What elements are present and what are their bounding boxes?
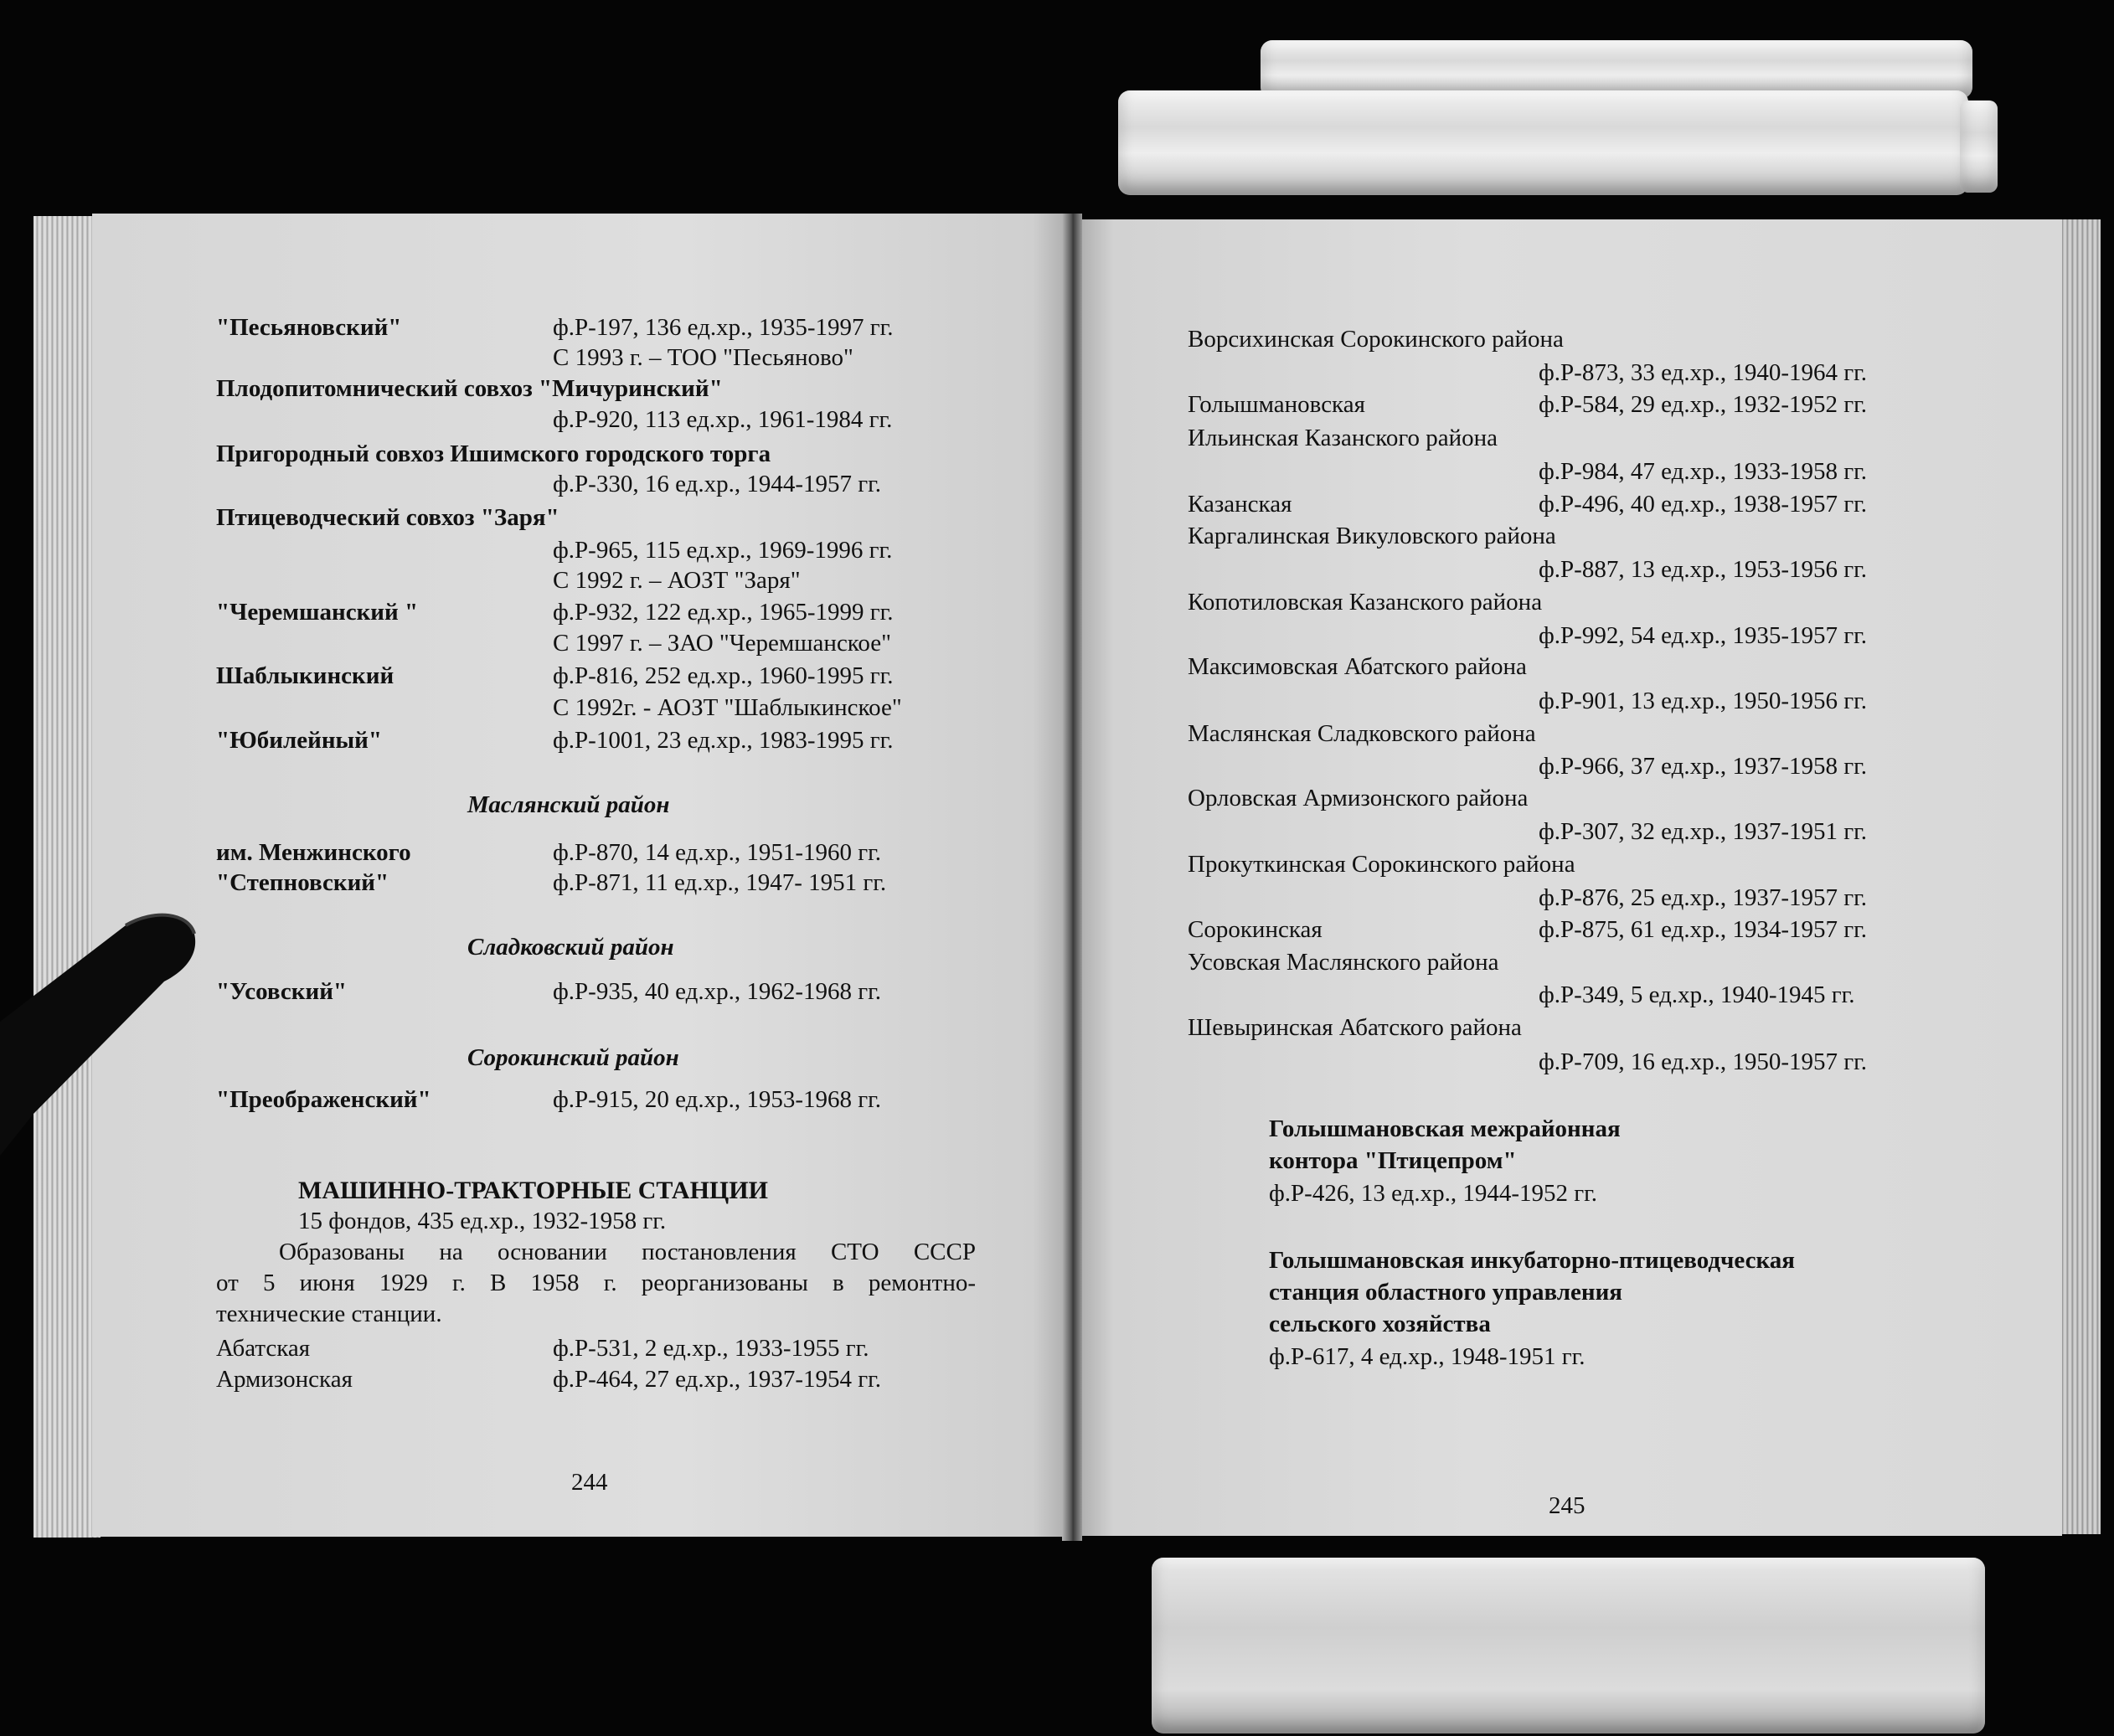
entry-fond: ф.Р-349, 5 ед.хр., 1940-1945 гг. — [1539, 981, 1855, 1008]
entry-name: Ворсихинская Сорокинского района — [1188, 326, 1564, 353]
foam-support-top — [1118, 90, 1968, 195]
entry-fond: ф.Р-935, 40 ед.хр., 1962-1968 гг. — [553, 978, 881, 1005]
entry-name: "Юбилейный" — [216, 727, 382, 754]
entry-fond: ф.Р-330, 16 ед.хр., 1944-1957 гг. — [553, 471, 881, 497]
entry-fond: ф.Р-915, 20 ед.хр., 1953-1968 гг. — [553, 1086, 881, 1113]
entry-fond: ф.Р-531, 2 ед.хр., 1933-1955 гг. — [553, 1335, 869, 1362]
entry-name: "Степновский" — [216, 869, 389, 896]
entry-name: "Песьяновский" — [216, 314, 402, 341]
entry-fond: ф.Р-496, 40 ед.хр., 1938-1957 гг. — [1539, 491, 1867, 518]
entry-name: Плодопитомнический совхоз "Мичуринский" — [216, 375, 723, 402]
page-number: 245 — [1549, 1492, 1586, 1519]
entry-fond: ф.Р-873, 33 ед.хр., 1940-1964 гг. — [1539, 359, 1867, 386]
entry-fond: ф.Р-875, 61 ед.хр., 1934-1957 гг. — [1539, 916, 1867, 943]
org-title-line: Голышмановская инкубаторно-птицеводческая — [1269, 1247, 1795, 1274]
org-fond: ф.Р-426, 13 ед.хр., 1944-1952 гг. — [1269, 1180, 1597, 1207]
entry-note: С 1997 г. – ЗАО "Черемшанское" — [553, 630, 891, 657]
section-title: Сорокинский район — [467, 1044, 679, 1071]
entry-note: С 1993 г. – ТОО "Песьяново" — [553, 344, 853, 371]
entry-name: Максимовская Абатского района — [1188, 653, 1527, 680]
entry-fond: ф.Р-870, 14 ед.хр., 1951-1960 гг. — [553, 839, 881, 866]
page-edges-right — [2059, 219, 2101, 1534]
foam-support-top-end — [1960, 100, 1998, 193]
entry-name: "Черемшанский " — [216, 599, 419, 626]
entry-name: Шаблыкинский — [216, 662, 394, 689]
entry-fond: ф.Р-307, 32 ед.хр., 1937-1951 гг. — [1539, 818, 1867, 845]
org-title-line: Голышмановская межрайонная — [1269, 1115, 1621, 1142]
entry-name: Сорокинская — [1188, 916, 1323, 943]
org-title-line: сельского хозяйства — [1269, 1311, 1491, 1337]
entry-name: им. Менжинского — [216, 839, 411, 866]
foam-support-bottom — [1152, 1558, 1985, 1733]
section-paragraph-line: от 5 июня 1929 г. В 1958 г. реорганизованы в ремонтно- — [216, 1270, 976, 1296]
page-number: 244 — [571, 1469, 608, 1496]
entry-note: С 1992 г. – АОЗТ "Заря" — [553, 567, 801, 594]
entry-fond: ф.Р-887, 13 ед.хр., 1953-1956 гг. — [1539, 556, 1867, 583]
ribbon-bookmark — [0, 0, 218, 1172]
entry-name: Голышмановская — [1188, 391, 1365, 418]
entry-fond: ф.Р-966, 37 ед.хр., 1937-1958 гг. — [1539, 753, 1867, 780]
entry-name: Усовская Маслянского района — [1188, 949, 1499, 976]
entry-name: Прокуткинская Сорокинского района — [1188, 851, 1575, 878]
entry-fond: ф.Р-901, 13 ед.хр., 1950-1956 гг. — [1539, 688, 1867, 714]
entry-name: "Преображенский" — [216, 1086, 431, 1113]
entry-note: С 1992г. - АОЗТ "Шаблыкинское" — [553, 694, 902, 721]
entry-fond: ф.Р-965, 115 ед.хр., 1969-1996 гг. — [553, 537, 893, 564]
entry-name: Ильинская Казанского района — [1188, 425, 1498, 451]
entry-fond: ф.Р-709, 16 ед.хр., 1950-1957 гг. — [1539, 1048, 1867, 1075]
entry-name: Абатская — [216, 1335, 311, 1362]
entry-fond: ф.Р-876, 25 ед.хр., 1937-1957 гг. — [1539, 884, 1867, 911]
section-summary: 15 фондов, 435 ед.хр., 1932-1958 гг. — [298, 1208, 667, 1234]
entry-name: Шевыринская Абатского района — [1188, 1014, 1522, 1041]
section-title: Сладковский район — [467, 934, 674, 961]
section-heading: МАШИННО-ТРАКТОРНЫЕ СТАНЦИИ — [298, 1177, 768, 1204]
entry-fond: ф.Р-816, 252 ед.хр., 1960-1995 гг. — [553, 662, 894, 689]
org-title-line: станция областного управления — [1269, 1279, 1622, 1306]
entry-fond: ф.Р-464, 27 ед.хр., 1937-1954 гг. — [553, 1366, 881, 1393]
entry-fond: ф.Р-920, 113 ед.хр., 1961-1984 гг. — [553, 406, 893, 433]
entry-name: Каргалинская Викуловского района — [1188, 523, 1556, 549]
entry-name: Казанская — [1188, 491, 1292, 518]
org-title-line: контора "Птицепром" — [1269, 1147, 1517, 1174]
entry-fond: ф.Р-584, 29 ед.хр., 1932-1952 гг. — [1539, 391, 1867, 418]
entry-fond: ф.Р-932, 122 ед.хр., 1965-1999 гг. — [553, 599, 894, 626]
org-fond: ф.Р-617, 4 ед.хр., 1948-1951 гг. — [1269, 1343, 1586, 1370]
section-paragraph-line: Образованы на основании постановления СТО СССР — [279, 1239, 976, 1265]
entry-name: Маслянская Сладковского района — [1188, 720, 1536, 747]
section-paragraph-line: технические станции. — [216, 1301, 442, 1327]
entry-name: "Усовский" — [216, 978, 348, 1005]
entry-name: Орловская Армизонского района — [1188, 785, 1529, 811]
entry-fond: ф.Р-871, 11 ед.хр., 1947- 1951 гг. — [553, 869, 887, 896]
entry-name: Армизонская — [216, 1366, 353, 1393]
entry-name: Копотиловская Казанского района — [1188, 589, 1543, 616]
entry-fond: ф.Р-984, 47 ед.хр., 1933-1958 гг. — [1539, 458, 1867, 485]
entry-name: Пригородный совхоз Ишимского городского торга — [216, 440, 771, 467]
section-title: Маслянский район — [467, 791, 670, 818]
entry-name: Птицеводческий совхоз "Заря" — [216, 504, 559, 531]
book-gutter — [1062, 214, 1082, 1541]
entry-fond: ф.Р-1001, 23 ед.хр., 1983-1995 гг. — [553, 727, 894, 754]
entry-fond: ф.Р-197, 136 ед.хр., 1935-1997 гг. — [553, 314, 894, 341]
entry-fond: ф.Р-992, 54 ед.хр., 1935-1957 гг. — [1539, 622, 1867, 649]
